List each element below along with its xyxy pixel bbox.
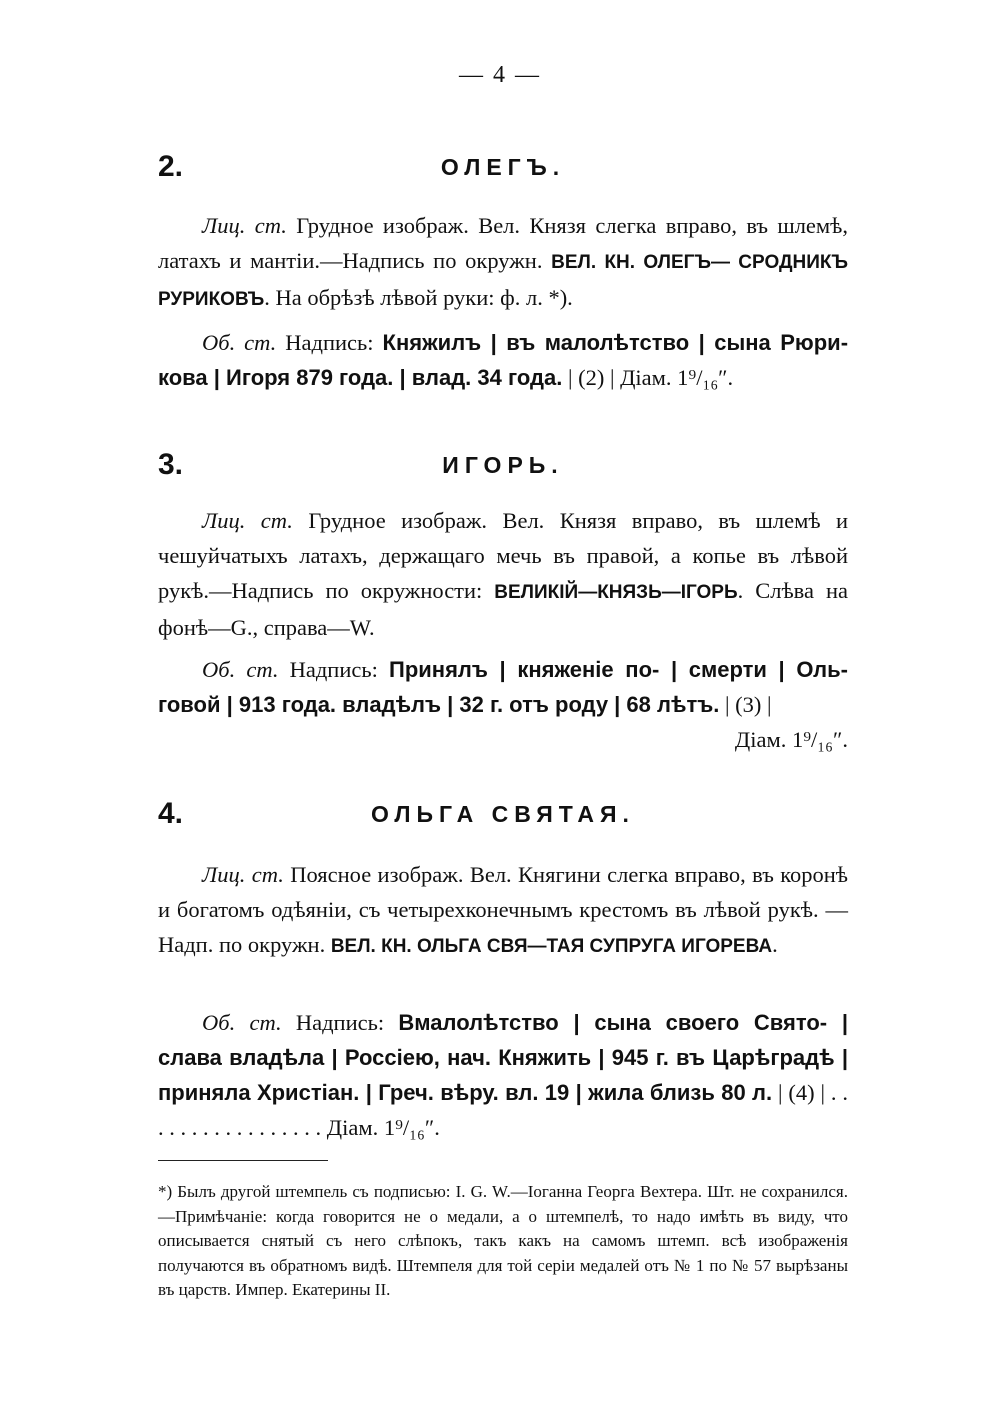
reverse-text: Надпись: xyxy=(278,657,390,682)
reverse-paragraph xyxy=(158,325,848,395)
obverse-text: Грудное изображ. Вел. Князя вправо, въ шлемѣ и чешуйчатыхъ латахъ, держащаго мечь въ правой, а копье въ лѣвой рукѣ.—Надпись по окружности: xyxy=(158,508,848,603)
reverse-text: Надпись: xyxy=(281,1010,399,1035)
obverse-text: Грудное изображ. Вел. Князя слегка вправо, въ шлемѣ, латахъ и мантіи.—Надпись по окружн. xyxy=(158,213,848,273)
obverse-text-end: . Слѣва на фонѣ—G., справа—W. xyxy=(158,578,848,640)
reverse-inscription: Вмалолѣтство | сына своего Свято- | слава владѣла | Россіею, нач. Княжить | 945 г. въ Царѣградѣ | приняла Христіан. | Греч. вѣру. вл. 19 | жила близь 80 л. xyxy=(158,1010,849,1105)
obverse-paragraph xyxy=(158,208,848,317)
obverse-label: Лиц. ст. xyxy=(202,508,293,533)
reverse-inscription: Принялъ | княженіе по- | смерти | Ольговой | 913 года. владѣлъ | 32 г. отъ роду | 68 лѣтъ. xyxy=(158,657,848,717)
reverse-text: Надпись: xyxy=(276,330,383,355)
diameter: Діам. 1⁹/₁₆″. xyxy=(734,727,848,752)
obverse-text-end: . На обрѣзѣ лѣвой руки: ф. л. *). xyxy=(264,285,573,310)
reverse-text-end: | (3) | xyxy=(719,692,772,717)
reverse-paragraph xyxy=(158,652,848,757)
footnote: *) Былъ другой штемпель съ подписью: I. G. W.—Іоганна Георга Вехтера. Шт. не сохранился.—Примѣчаніе: когда говорится не о медали, а о штемпелѣ, то надо имѣть въ виду, что описывается снятый съ него слѣпокъ, такъ какъ на самомъ штемп. всѣ изображенія получаются въ обратномъ видѣ. Штемпеля для той серіи медалей отъ № 1 по № 57 вырѣзаны въ царств. Импер. Екатерины II. xyxy=(158,1182,848,1299)
entry-number: 4. xyxy=(158,797,184,830)
entry-number: 2. xyxy=(158,150,184,183)
obverse-paragraph xyxy=(158,857,848,964)
reverse-label: Об. ст. xyxy=(202,1010,282,1035)
reverse-inscription: Княжилъ | въ малолѣтство | сына Рюрикова | Игоря 879 года. | влад. 34 года. xyxy=(158,330,849,390)
entry-heading xyxy=(158,448,848,488)
obverse-text: Поясное изображ. Вел. Княгини слегка вправо, въ коронѣ и богатомъ одѣяніи, съ четырехконечнымъ крестомъ въ лѣвой рукѣ. — Надп. по окружн. xyxy=(158,862,848,957)
obverse-paragraph xyxy=(158,503,848,645)
entry-number: 3. xyxy=(158,448,184,481)
reverse-paragraph xyxy=(158,1005,848,1145)
reverse-label: Об. ст. xyxy=(202,657,279,682)
entry-heading xyxy=(158,150,848,190)
page-number: — 4 — xyxy=(459,62,541,88)
entry-title: ОЛЕГЪ. xyxy=(440,154,566,180)
reverse-text-end: | (2) | Діам. 1⁹/₁₆″. xyxy=(562,365,734,390)
obverse-label: Лиц. ст. xyxy=(202,213,287,238)
obverse-label: Лиц. ст. xyxy=(202,862,284,887)
reverse-text-end: | (4) | . . . . . . . . . . . . . . . . . Діам. 1⁹/₁₆″. xyxy=(158,1080,848,1140)
reverse-label: Об. ст. xyxy=(202,330,277,355)
obverse-text-end: . xyxy=(772,932,778,957)
entry-heading xyxy=(158,797,848,837)
obverse-inscription: ВЕЛ. КН. ОЛЬГА СВЯ—ТАЯ СУПРУГА ИГОРЕВА xyxy=(330,936,773,957)
obverse-inscription: ВЕЛИКІЙ—КНЯЗЬ—ІГОРЬ xyxy=(494,582,738,603)
footnote-rule xyxy=(158,1160,328,1161)
obverse-inscription: ВЕЛ. КН. ОЛЕГЪ— СРОДНИКЪ РУРИКОВЪ xyxy=(158,252,849,310)
entry-title: ОЛЬГА СВЯТАЯ. xyxy=(371,801,635,827)
entry-title: ИГОРЬ. xyxy=(442,452,564,478)
